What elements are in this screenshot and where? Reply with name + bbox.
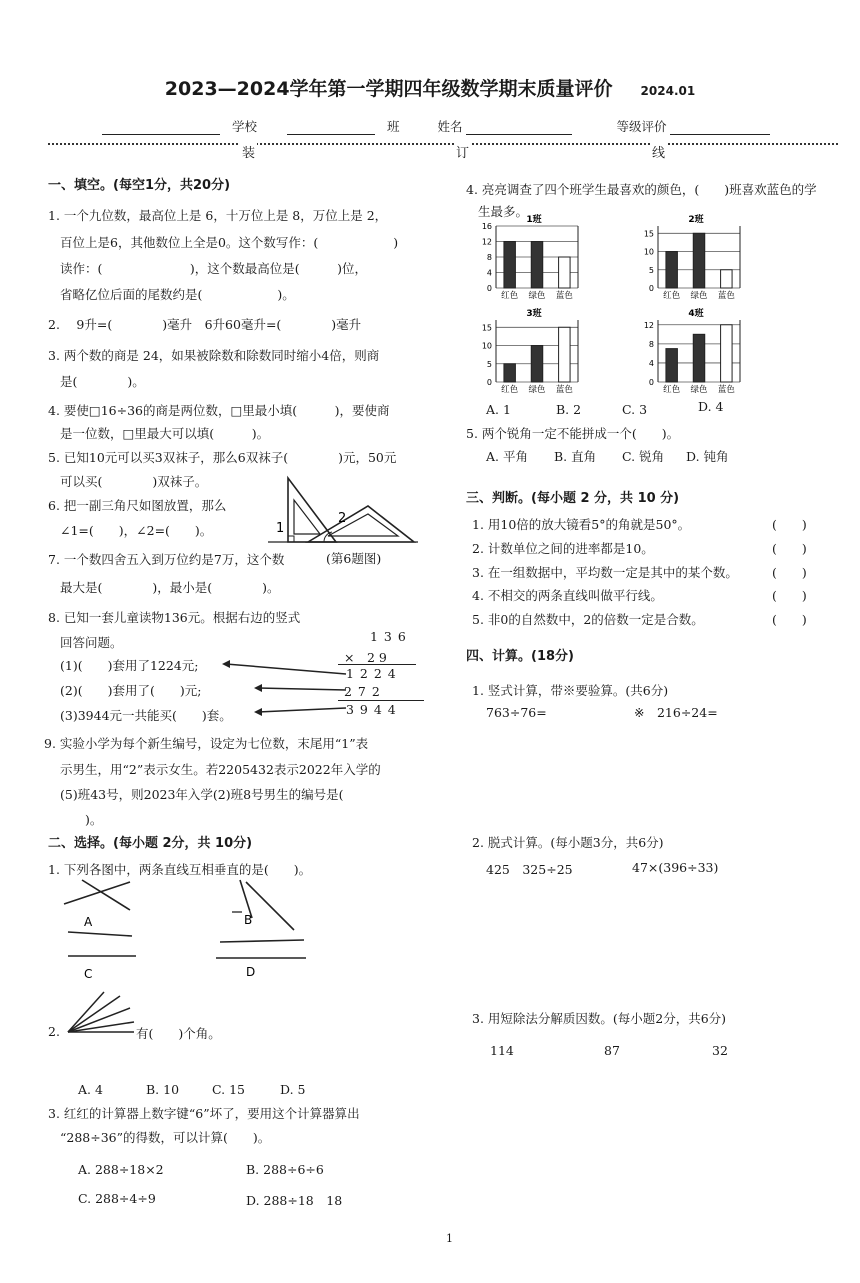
chart-title: 2班: [688, 215, 704, 225]
bar-1: [693, 233, 704, 288]
y-tick-label: 5: [486, 359, 492, 369]
s1-q1-line2: 百位上是6，其他数位上全是0。这个数写作：( ): [60, 235, 399, 250]
y-tick-label: 16: [481, 222, 492, 231]
info-row: [102, 117, 770, 135]
grade-label: 等级评价: [616, 119, 667, 134]
title-text: 2023—2024学年第一学期四年级数学期末质量评价: [164, 78, 613, 100]
s2-q2-num: 2.: [48, 1024, 60, 1039]
s4-q2-a: 425 325÷25: [486, 862, 573, 877]
class-blank[interactable]: [287, 120, 375, 135]
calc-line2: × 2 9: [344, 650, 387, 665]
y-tick-label: 10: [481, 341, 492, 351]
s4-q3-a: 114: [490, 1043, 514, 1058]
bar-2: [721, 325, 732, 382]
name-label: 姓名: [437, 119, 463, 134]
exam-title: [0, 74, 860, 101]
y-tick-label: 15: [643, 229, 654, 239]
fig6-caption: (第6题图): [326, 551, 382, 566]
s4-q1: 1. 竖式计算，带※要验算。(共6分): [472, 683, 669, 698]
s4-q2-b: 47×(396÷33): [632, 860, 719, 875]
y-tick-label: 15: [481, 323, 492, 333]
s1-q7-line1: 7. 一个数四舍五入到万位约是7万，这个数: [48, 552, 285, 567]
s2-q2-opt-d[interactable]: D. 5: [280, 1082, 306, 1097]
s1-q8-line2: 回答问题。: [60, 635, 123, 650]
s3-bracket-4[interactable]: ( ): [772, 588, 807, 603]
r-q4-opt-d[interactable]: D. 4: [698, 399, 724, 414]
angle-2-label: 2: [338, 511, 347, 526]
s4-q3-c: 32: [712, 1043, 728, 1058]
s2-q2-opt-c[interactable]: C. 15: [212, 1082, 245, 1097]
rays-figure: [64, 990, 140, 1038]
s1-q8-item1: (1)( )套用了1224元;: [60, 658, 199, 673]
s1-q5-line2: 可以买( )双袜子。: [60, 474, 208, 489]
fig-b-label: B: [244, 913, 253, 927]
s3-item-3: 3. 在一组数据中，平均数一定是其中的某个数。: [472, 565, 738, 580]
s2-q1: 1. 下列各图中，两条直线互相垂直的是( )。: [48, 862, 312, 877]
s3-bracket-2[interactable]: ( ): [772, 541, 807, 556]
calc-line5: 3 9 4 4: [346, 702, 397, 717]
y-tick-label: 8: [486, 253, 492, 262]
s1-q3-line2: 是( )。: [60, 374, 145, 389]
s1-q6-line2: ∠1=( )，∠2=( )。: [60, 523, 213, 538]
x-tick-label: 绿色: [528, 291, 546, 301]
y-tick-label: 0: [648, 284, 654, 293]
s3-item-5: 5. 非0的自然数中，2的倍数一定是合数。: [472, 612, 704, 627]
s1-q6-line1: 6. 把一副三角尺如图放置，那么: [48, 498, 227, 513]
chart-title: 4班: [688, 309, 704, 319]
bar-1: [531, 346, 542, 382]
y-tick-label: 0: [486, 284, 492, 293]
calc-arrows: [218, 660, 348, 720]
s1-q1-line1: 1. 一个九位数，最高位上是 6，十万位上是 8，万位上是 2，: [48, 208, 388, 223]
triangle-rulers-figure: [268, 470, 424, 548]
s1-q1-line4: 省略亿位后面的尾数约是( )。: [60, 287, 295, 302]
s3-item-4: 4. 不相交的两条直线叫做平行线。: [472, 588, 663, 603]
grade-blank[interactable]: [670, 120, 770, 135]
bar-2: [559, 257, 570, 288]
s2-q2-text: 有( )个角。: [136, 1026, 221, 1041]
calc-rule1: [338, 664, 416, 665]
s2-q2-opt-b[interactable]: B. 10: [146, 1082, 180, 1097]
r-q5-opt-c[interactable]: C. 锐角: [622, 449, 665, 464]
s1-q4-line1: 4. 要使□16÷36的商是两位数，□里最小填( )，要使商: [48, 403, 390, 418]
x-tick-label: 绿色: [690, 291, 708, 301]
calc-line1: 1 3 6: [370, 629, 407, 644]
y-tick-label: 8: [648, 339, 654, 349]
angle-1-label: 1: [276, 521, 285, 536]
s4-q3: 3. 用短除法分解质因数。(每小题2分，共6分): [472, 1011, 727, 1026]
s2-q1-figures: [56, 874, 316, 984]
x-tick-label: 红色: [501, 291, 519, 301]
s1-q9-line3: (5)班43号，则2023年入学(2)班8号男生的编号是(: [60, 787, 344, 802]
r-q4-opt-a[interactable]: A. 1: [486, 402, 511, 417]
s2-q2-opt-a[interactable]: A. 4: [78, 1082, 103, 1097]
s1-q8-item2: (2)( )套用了( )元;: [60, 683, 202, 698]
page-number: 1: [446, 1232, 453, 1245]
s1-q3-line1: 3. 两个数的商是 24，如果被除数和除数同时缩小4倍，则商: [48, 348, 380, 363]
x-tick-label: 红色: [663, 385, 681, 395]
s2-q3-opt-a[interactable]: A. 288÷18×2: [78, 1162, 164, 1177]
y-tick-label: 0: [486, 378, 492, 387]
x-tick-label: 蓝色: [717, 291, 735, 301]
s1-q9-line2: 示男生，用“2”表示女生。若2205432表示2022年入学的: [60, 762, 381, 777]
bar-0: [666, 252, 677, 288]
s1-q8-line1: 8. 已知一套儿童读物136元。根据右边的竖式: [48, 610, 301, 625]
s1-q9-line4: )。: [60, 812, 103, 827]
section4-heading: 四、计算。(18分): [466, 649, 574, 664]
r-q4-opt-c[interactable]: C. 3: [622, 402, 648, 417]
chart-class-1: [474, 212, 584, 306]
r-q4-line1: 4. 亮亮调查了四个班学生最喜欢的颜色，( )班喜欢蓝色的学: [466, 182, 817, 197]
s4-q2: 2. 脱式计算。(每小题3分，共6分): [472, 835, 664, 850]
binding-line: [48, 143, 838, 145]
chart-class-2: [636, 212, 746, 306]
y-tick-label: 5: [648, 265, 654, 275]
s3-bracket-5[interactable]: ( ): [772, 612, 807, 627]
s1-q5-line1: 5. 已知10元可以买3双袜子，那么6双袜子( )元，50元: [48, 450, 397, 465]
x-tick-label: 绿色: [690, 385, 708, 395]
binding-mark-2: 订: [454, 142, 471, 161]
s1-q9-line1: 9. 实验小学为每个新生编号，设定为七位数，末尾用“1”表: [44, 736, 369, 751]
bar-0: [666, 349, 677, 382]
school-blank[interactable]: [102, 120, 220, 135]
bar-1: [531, 242, 542, 289]
bar-1: [693, 334, 704, 382]
s3-item-2: 2. 计数单位之间的进率都是10。: [472, 541, 654, 556]
r-q4-opt-b[interactable]: B. 2: [556, 402, 582, 417]
s1-q2: 2. 9升=( )毫升 6升60毫升=( )毫升: [48, 317, 362, 332]
s2-q3-opt-d[interactable]: D. 288÷18 18: [246, 1193, 343, 1208]
binding-mark-1: 装: [240, 142, 257, 161]
class-label: 班: [386, 119, 400, 134]
x-tick-label: 红色: [663, 291, 681, 301]
s4-q1-a: 763÷76=: [486, 705, 547, 720]
x-tick-label: 红色: [501, 385, 519, 395]
s1-q7-line2: 最大是( )，最小是( )。: [60, 580, 280, 595]
x-tick-label: 蓝色: [555, 291, 573, 301]
section2-heading: 二、选择。(每小题 2分，共 10分): [48, 836, 253, 851]
s3-bracket-3[interactable]: ( ): [772, 565, 807, 580]
chart-class-3: [474, 306, 584, 400]
x-tick-label: 蓝色: [717, 385, 735, 395]
fig-a-label: A: [84, 915, 93, 929]
y-tick-label: 4: [486, 268, 492, 278]
exam-date: 2024.01: [640, 84, 696, 98]
chart-class-4: [636, 306, 746, 400]
bar-0: [504, 242, 515, 289]
fig-d-label: D: [246, 965, 256, 979]
bar-2: [559, 327, 570, 382]
r-q4-line2: 生最多。: [478, 204, 529, 219]
s1-q8-item3: (3)3944元一共能买( )套。: [60, 708, 232, 723]
x-tick-label: 绿色: [528, 385, 546, 395]
bar-0: [504, 364, 515, 382]
r-q5: 5. 两个锐角一定不能拼成一个( )。: [466, 426, 680, 441]
calc-rule2: [338, 700, 424, 701]
s3-bracket-1[interactable]: ( ): [772, 517, 807, 532]
r-q5-opt-d[interactable]: D. 钝角: [686, 449, 729, 464]
chart-title: 3班: [526, 309, 542, 319]
s2-q3-opt-b[interactable]: B. 288÷6÷6: [246, 1162, 324, 1177]
binding-mark-3: 线: [650, 142, 667, 161]
bar-2: [721, 270, 732, 288]
school-label: 学校: [231, 119, 257, 134]
section3-heading: 三、判断。(每小题 2 分，共 10 分): [466, 491, 680, 506]
name-blank[interactable]: [466, 120, 572, 135]
r-q5-opt-b[interactable]: B. 直角: [554, 449, 597, 464]
fig-c-label: C: [84, 967, 93, 981]
y-tick-label: 0: [648, 378, 654, 387]
y-tick-label: 4: [648, 358, 654, 368]
s3-item-1: 1. 用10倍的放大镜看5°的角就是50°。: [472, 517, 691, 532]
s4-q3-b: 87: [604, 1043, 620, 1058]
section1-heading: 一、填空。(每空1分，共20分): [48, 178, 231, 193]
calc-line3: 1 2 2 4: [346, 666, 397, 681]
x-tick-label: 蓝色: [555, 385, 573, 395]
y-tick-label: 12: [481, 237, 492, 247]
s2-q3-line1: 3. 红红的计算器上数字键“6”坏了，要用这个计算器算出: [48, 1106, 360, 1121]
y-tick-label: 12: [643, 320, 654, 330]
s2-q3-opt-c[interactable]: C. 288÷4÷9: [78, 1191, 156, 1206]
y-tick-label: 10: [643, 247, 654, 257]
calc-line4: 2 7 2: [344, 684, 381, 699]
s1-q4-line2: 是一位数，□里最大可以填( )。: [60, 426, 270, 441]
chart-title: 1班: [526, 215, 542, 225]
s2-q3-line2: “288÷36”的得数，可以计算( )。: [60, 1130, 271, 1145]
s4-q1-b: ※ 216÷24=: [634, 705, 718, 720]
r-q5-opt-a[interactable]: A. 平角: [486, 449, 528, 464]
s1-q1-line3: 读作：( )，这个数最高位是( )位，: [60, 261, 368, 276]
